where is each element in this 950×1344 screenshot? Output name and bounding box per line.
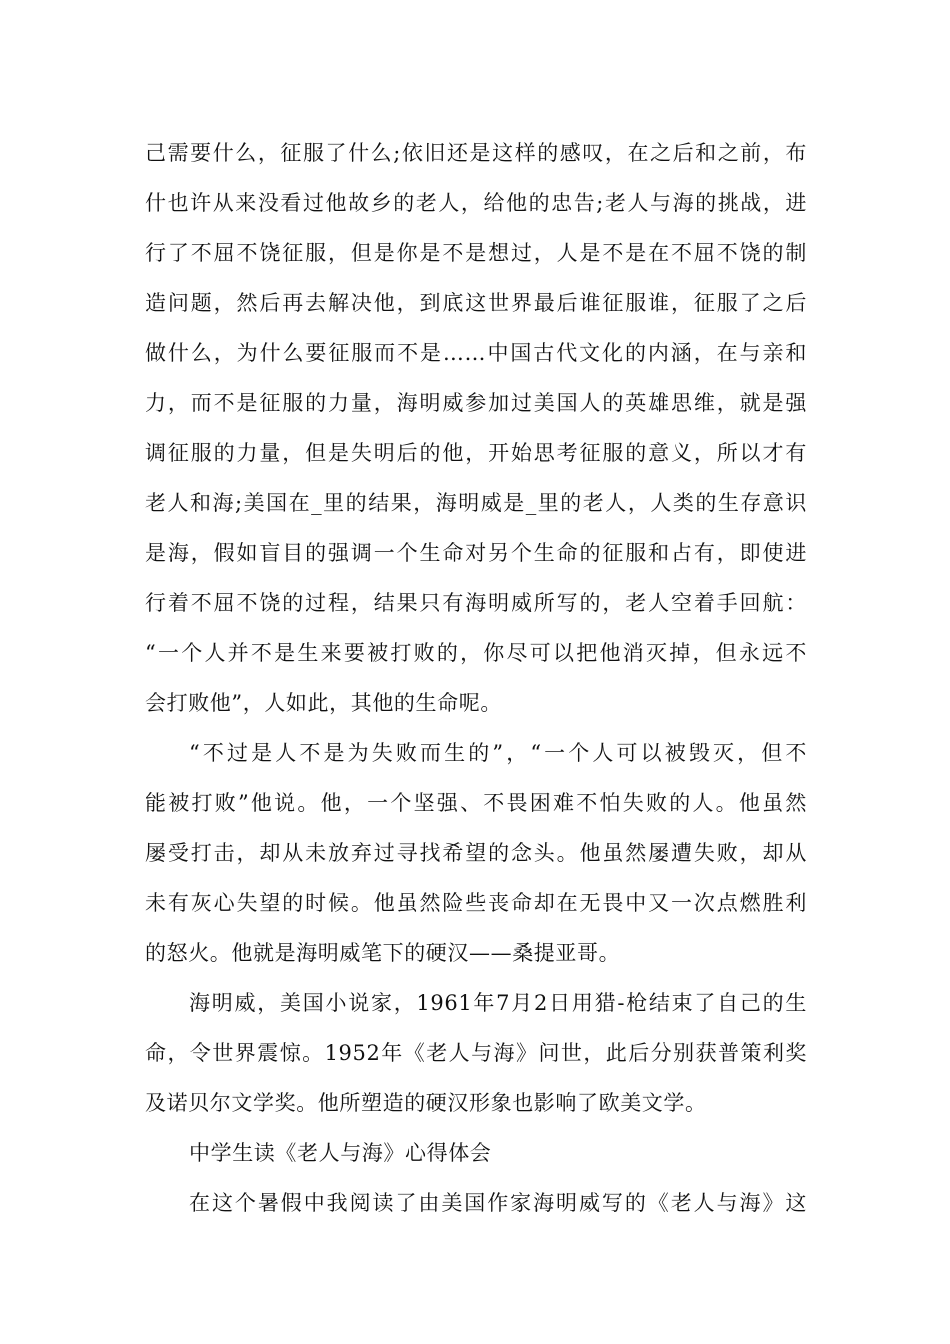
section-heading <box>145 1128 807 1178</box>
text-line: “一个人并不是生来要被打败的，你尽可以把他消灭掉，但永远不 <box>145 641 807 665</box>
text-line: 会打败他”，人如此，其他的生命呢。 <box>145 691 502 715</box>
text-line: 能被打败”他说。他，一个坚强、不畏困难不怕失败的人。他虽然 <box>145 791 807 815</box>
text-line: 海明威，美国小说家，1961年7月2日用猎-枪结束了自己的生 <box>189 991 807 1015</box>
text-line: 老人和海;美国在_里的结果，海明威是_里的老人，人类的生存意识 <box>145 491 807 515</box>
document-body <box>145 128 807 1228</box>
paragraph-2 <box>145 728 807 978</box>
text-line: 行了不屈不饶征服，但是你是不是想过，人是不是在不屈不饶的制 <box>145 241 807 265</box>
text-line: “不过是人不是为失败而生的”，“一个人可以被毁灭，但不 <box>189 741 807 765</box>
text-line: 是海，假如盲目的强调一个生命对另个生命的征服和占有，即使进 <box>145 541 807 565</box>
text-line: 及诺贝尔文学奖。他所塑造的硬汉形象也影响了欧美文学。 <box>145 1091 707 1115</box>
text-line: 未有灰心失望的时候。他虽然险些丧命却在无畏中又一次点燃胜利 <box>145 891 807 915</box>
text-line: 行着不屈不饶的过程，结果只有海明威所写的，老人空着手回航： <box>145 591 807 615</box>
paragraph-5 <box>145 1178 807 1228</box>
text-line: 造问题，然后再去解决他，到底这世界最后谁征服谁，征服了之后 <box>145 291 807 315</box>
text-line: 在这个暑假中我阅读了由美国作家海明威写的《老人与海》这 <box>189 1191 807 1215</box>
text-line: 命，令世界震惊。1952年《老人与海》问世，此后分别获普策利奖 <box>145 1041 807 1065</box>
section-title: 中学生读《老人与海》心得体会 <box>189 1141 492 1165</box>
paragraph-1 <box>145 128 807 728</box>
paragraph-3 <box>145 978 807 1128</box>
text-line: 力，而不是征服的力量，海明威参加过美国人的英雄思维，就是强 <box>145 391 807 415</box>
text-line: 调征服的力量，但是失明后的他，开始思考征服的意义，所以才有 <box>145 441 807 465</box>
text-line: 己需要什么，征服了什么;依旧还是这样的感叹，在之后和之前，布 <box>145 141 807 165</box>
text-line: 的怒火。他就是海明威笔下的硬汉——桑提亚哥。 <box>145 941 621 965</box>
text-line: 屡受打击，却从未放弃过寻找希望的念头。他虽然屡遭失败，却从 <box>145 841 807 865</box>
text-line: 什也许从来没看过他故乡的老人，给他的忠告;老人与海的挑战，进 <box>145 191 807 215</box>
text-line: 做什么，为什么要征服而不是……中国古代文化的内涵，在与亲和 <box>145 341 807 365</box>
